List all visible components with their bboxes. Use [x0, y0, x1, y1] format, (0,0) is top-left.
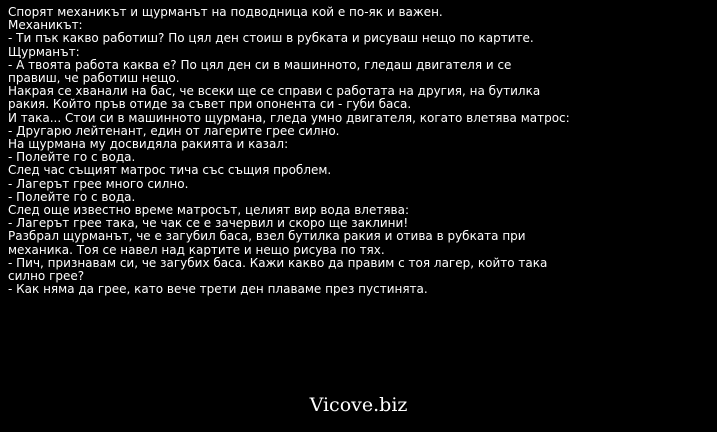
joke-line: силно грее? — [8, 269, 85, 284]
joke-line: - Как няма да грее, като вече трети ден плаваме през пустинята. — [8, 282, 428, 297]
joke-text — [8, 6, 708, 296]
joke-line: правиш, че работиш нещо. — [8, 71, 180, 86]
joke-line: - Лагерът грее много силно. — [8, 176, 189, 191]
site-watermark: Vicove.biz — [309, 394, 408, 416]
joke-line: - А твоята работа каква е? По цял ден си в машинното, гледаш двигателя и се — [8, 57, 512, 72]
joke-line: На щурмана му досвидяла ракията и казал: — [8, 137, 289, 152]
joke-line: механика. Тоя се навел над картите и нещо рисува по тях. — [8, 242, 385, 257]
joke-line: - Пич, признавам си, че загубих баса. Кажи какво да правим с тоя лагер, който така — [8, 255, 548, 270]
joke-line: Разбрал щурманът, че е загубил баса, взел бутилка ракия и отива в рубката при — [8, 229, 526, 244]
joke-line: - Лагерът грее така, че чак се е зачервил и скоро ще заклини! — [8, 216, 409, 231]
joke-line: ракия. Който пръв отиде за съвет при опонента си - губи баса. — [8, 97, 412, 112]
joke-line: - Полейте го с вода. — [8, 189, 136, 204]
joke-line: Накрая се хванали на бас, че всеки ще се справи с работата на другия, на бутилка — [8, 84, 541, 99]
joke-line: Механикът: — [8, 18, 83, 33]
joke-line: И така... Стои си в машинното щурмана, гледа умно двигателя, когато влетява матрос: — [8, 110, 570, 125]
joke-line: Щурманът: — [8, 44, 80, 59]
joke-line: Спорят механикът и щурманът на подводница кой е по-як и важен. — [8, 5, 443, 19]
joke-line: - Полейте го с вода. — [8, 150, 136, 165]
joke-line: - Ти пък какво работиш? По цял ден стоиш в рубката и рисуваш нещо по картите. — [8, 31, 534, 46]
joke-line: След час същият матрос тича със същия проблем. — [8, 163, 332, 178]
joke-line: След още известно време матросът, целият вир вода влетява: — [8, 203, 410, 218]
joke-line: - Другарю лейтенант, един от лагерите грее силно. — [8, 123, 340, 138]
